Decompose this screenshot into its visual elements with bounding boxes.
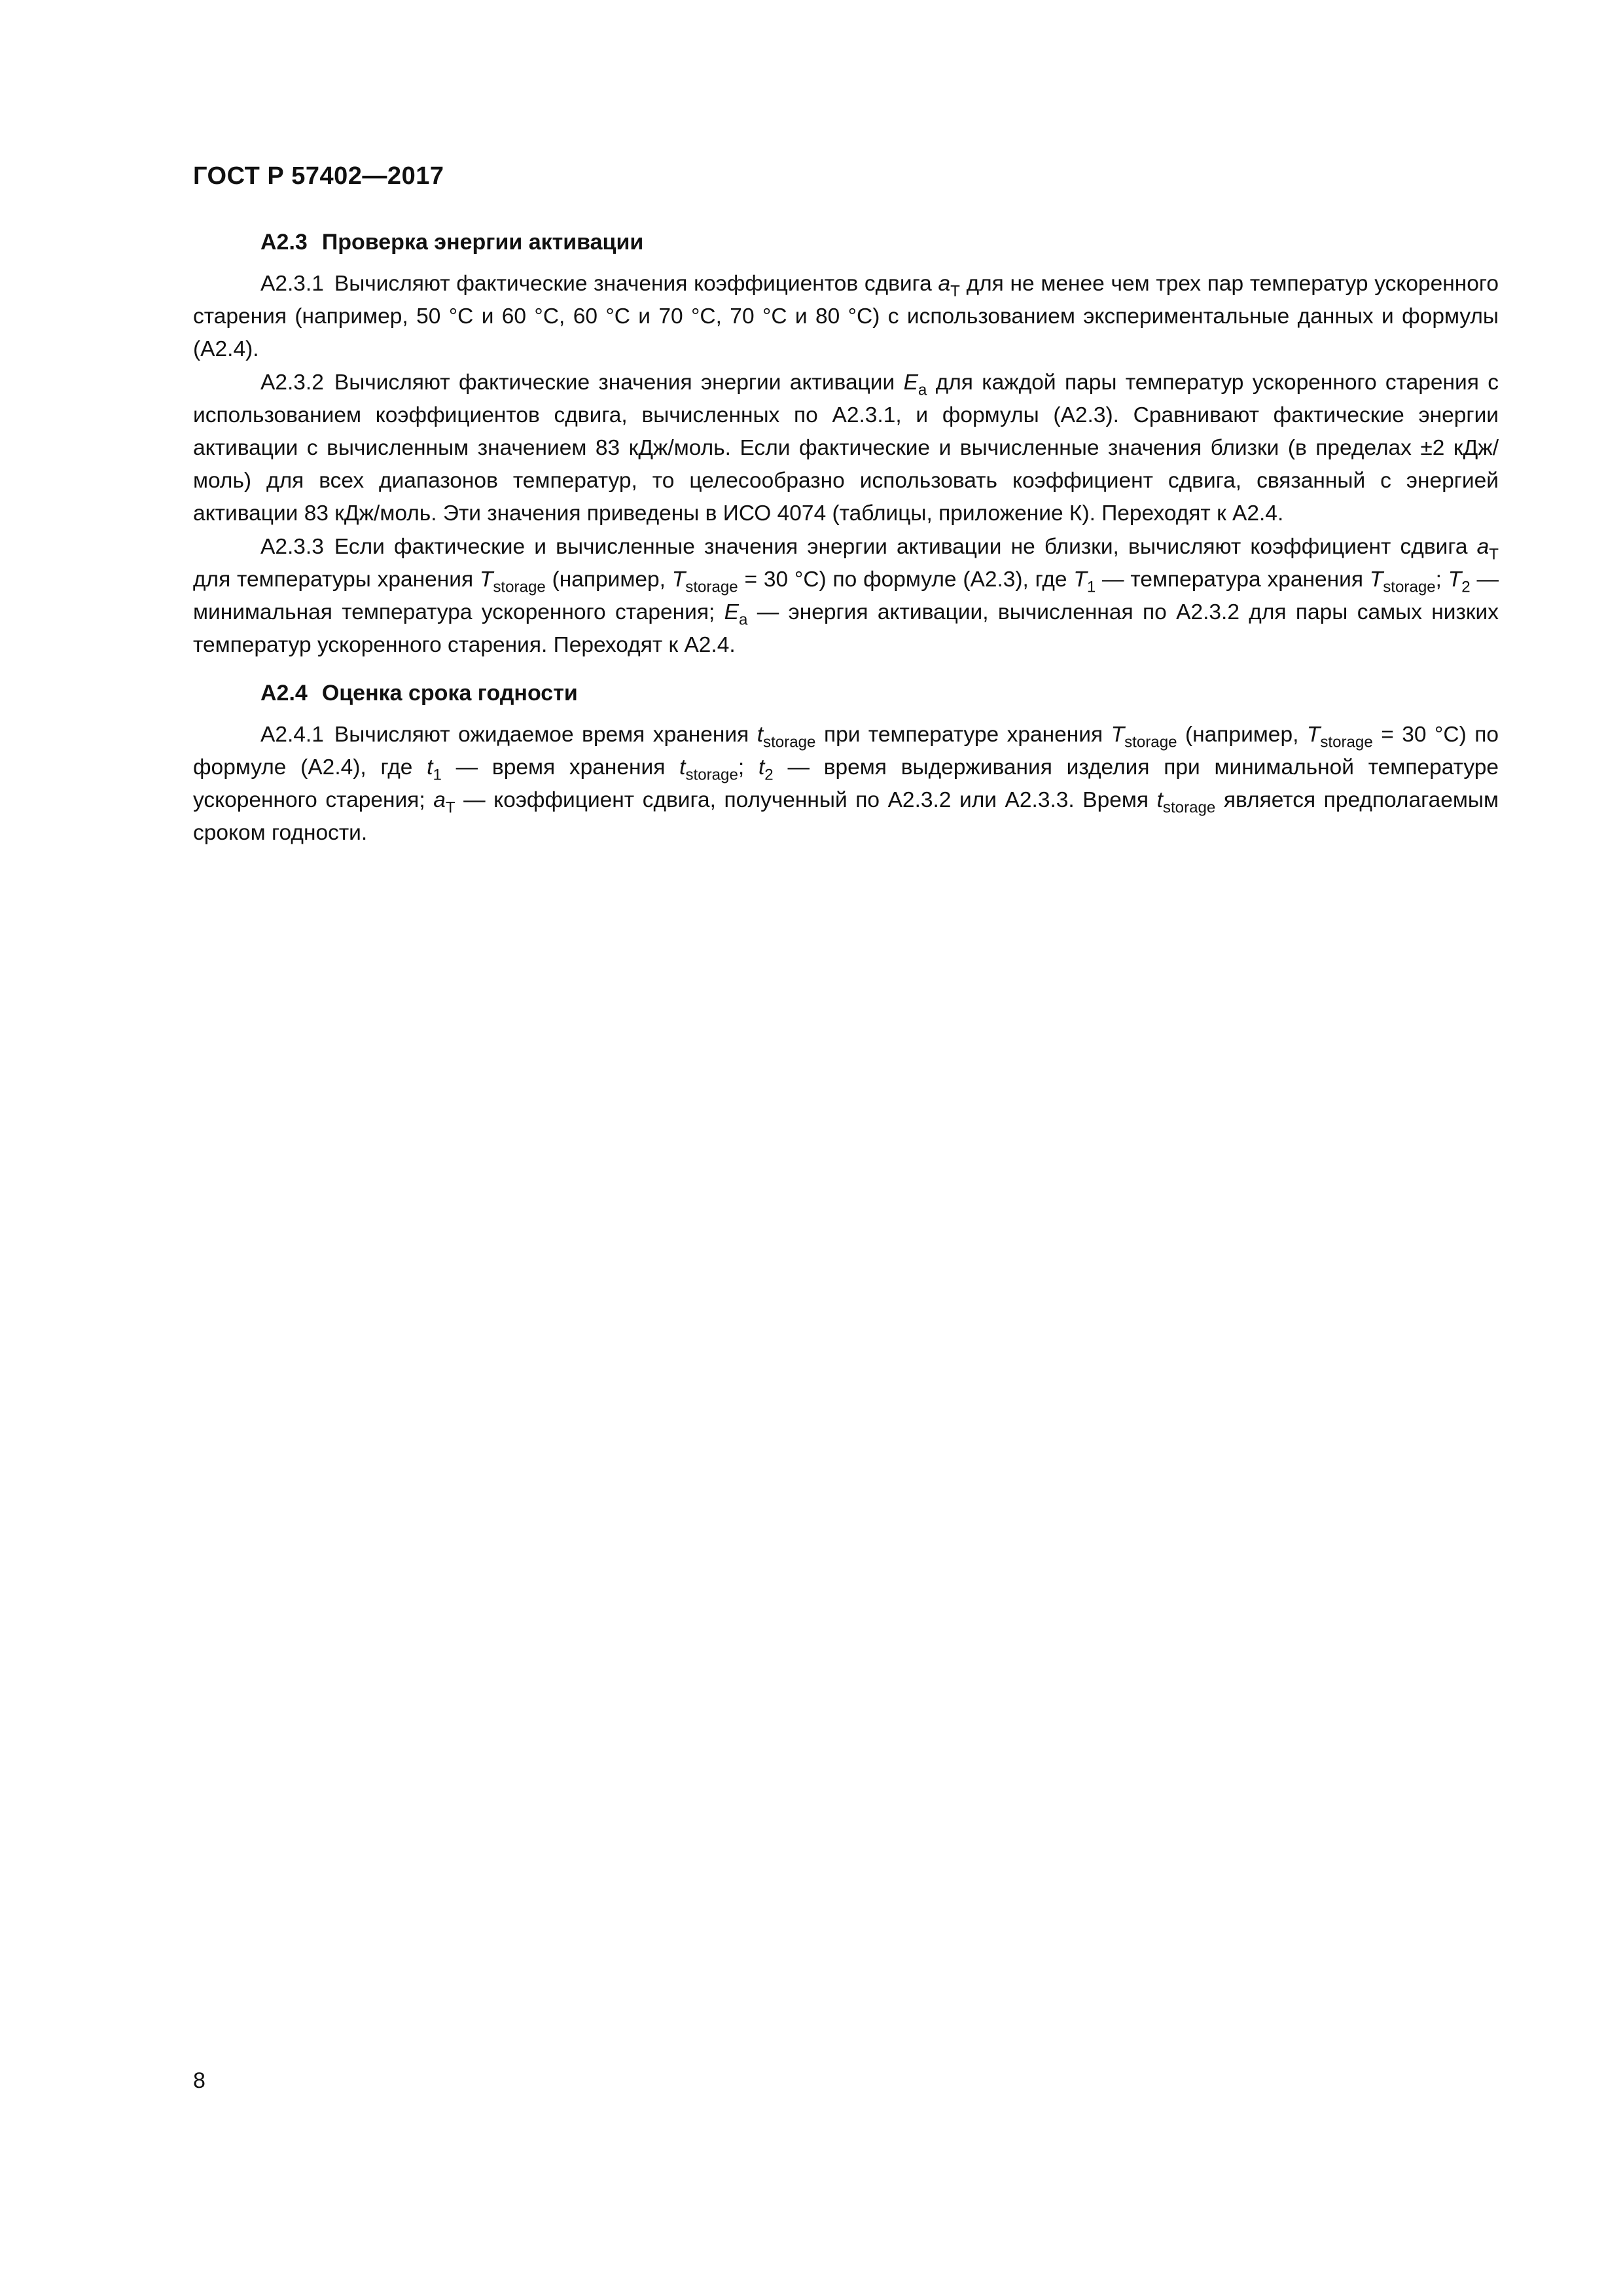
clause-text: = 30 °С) по формуле (А2.3), где (738, 567, 1074, 592)
section-number: А2.4 (260, 681, 308, 706)
math-symbol: t (758, 755, 765, 780)
clause-text: Вычисляют фактические значения энергии активации (334, 370, 904, 395)
clause-text: (например, (1177, 723, 1307, 747)
clause-text: для каждой пары температур ускоренного старения с использованием коэффициентов сдвига, вычисленных по А2.3.1, и формулы (А2.3). Сравнивают фактические энергии активации с вычисленным значением 83 кДж/моль. Если фактические и вычисленные значения близки (в пределах ±2 кДж/моль) для всех диапазонов температур, то целесообразно использовать коэффициент сдвига, связанный с энергией активации 83 кДж/моль. Эти значения приведены в ИСО 4074 (таблицы, приложение К). Переходят к А2.4. (193, 370, 1499, 526)
clause-text: — время выдерживания изделия при минимальной температуре ускоренного старения; (193, 755, 1499, 812)
clause-text: Если фактические и вычисленные значения энергии активации не близки, вычисляют коэффициент сдвига (334, 535, 1477, 559)
clause-paragraph (193, 531, 1499, 662)
subscript-text: storage (493, 578, 546, 596)
section-spacer (193, 662, 1499, 677)
math-symbol: T (1369, 567, 1383, 592)
clause-text: — энергия активации, вычисленная по А2.3.2 для пары самых низких температур ускоренного старения. Переходят к А2.4. (193, 600, 1499, 657)
clause-text: — время хранения (441, 755, 680, 780)
math-symbol: T (1306, 723, 1321, 747)
subscript-text: storage (763, 733, 816, 751)
page-number: 8 (193, 2068, 205, 2093)
clause-text: ; (1435, 567, 1448, 592)
subscript-text: storage (685, 766, 738, 784)
clause-text: = 30 °С) по формуле (А2.4), где (193, 723, 1499, 780)
clause-text: Вычисляют фактические значения коэффициентов сдвига (334, 272, 938, 296)
section-heading (193, 677, 1499, 709)
math-symbol: a (433, 788, 446, 812)
subscript-text: T (950, 282, 960, 300)
clause-number: А2.3.2 (260, 370, 324, 395)
subscript-text: a (738, 611, 748, 629)
math-symbol: E (903, 370, 918, 395)
subscript-text: T (445, 798, 455, 817)
subscript-text: storage (1124, 733, 1177, 751)
subscript-text: storage (1162, 798, 1216, 817)
subscript-text: 2 (764, 766, 774, 784)
math-symbol: E (724, 600, 739, 624)
math-symbol: T (479, 567, 493, 592)
math-symbol: t (757, 723, 764, 747)
subscript-text: 1 (1086, 578, 1096, 596)
clause-number: А2.3.3 (260, 535, 324, 559)
math-symbol: T (1448, 567, 1462, 592)
document-body (193, 226, 1499, 850)
clause-text: для не менее чем трех пар температур ускоренного старения (например, 50 °С и 60 °С, 60 °С и 70 °С, 70 °С и 80 °С) с использованием экспериментальные данных и формулы (А2.4). (193, 272, 1499, 361)
clause-text: — температура хранения (1096, 567, 1370, 592)
math-symbol: t (679, 755, 686, 780)
subscript-text: 2 (1461, 578, 1471, 596)
subscript-text: T (1489, 545, 1499, 564)
section-title: Оценка срока годности (321, 681, 578, 706)
clause-text: ; (738, 755, 758, 780)
clause-text: является предполагаемым сроком годности. (193, 788, 1499, 845)
math-symbol: T (1073, 567, 1087, 592)
subscript-text: a (918, 381, 927, 399)
math-symbol: a (1476, 535, 1489, 559)
math-symbol: a (938, 272, 951, 296)
document-header: ГОСТ Р 57402—2017 (193, 162, 444, 190)
math-symbol: T (1111, 723, 1125, 747)
subscript-text: storage (1320, 733, 1373, 751)
clause-paragraph (193, 268, 1499, 366)
subscript-text: storage (685, 578, 738, 596)
subscript-text: 1 (433, 766, 442, 784)
clause-paragraph (193, 719, 1499, 850)
clause-text: — коэффициент сдвига, полученный по А2.3.2 или А2.3.3. Время (455, 788, 1157, 812)
clause-number: А2.4.1 (260, 723, 324, 747)
clause-text: — минимальная температура ускоренного старения; (193, 567, 1499, 624)
section-title: Проверка энергии активации (321, 230, 644, 255)
clause-text: при температуре хранения (815, 723, 1111, 747)
clause-text: (например, (545, 567, 672, 592)
clause-paragraph (193, 367, 1499, 530)
section-number: А2.3 (260, 230, 308, 255)
math-symbol: t (1156, 788, 1163, 812)
clause-number: А2.3.1 (260, 272, 324, 296)
clause-text: для температуры хранения (193, 567, 480, 592)
clause-text: Вычисляют ожидаемое время хранения (334, 723, 757, 747)
section-heading (193, 226, 1499, 259)
subscript-text: storage (1383, 578, 1436, 596)
math-symbol: t (427, 755, 433, 780)
math-symbol: T (671, 567, 686, 592)
